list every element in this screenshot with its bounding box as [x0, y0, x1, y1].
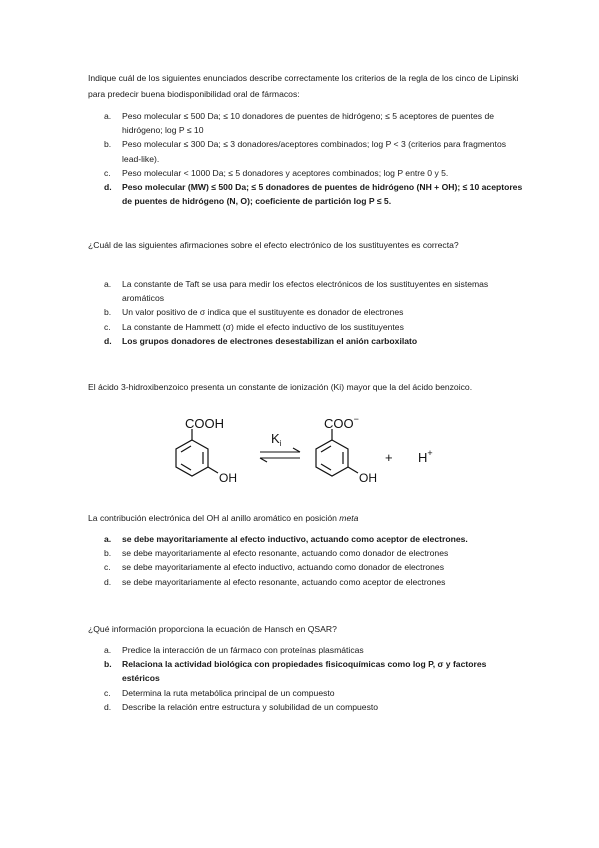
option-text: se debe mayoritariamente al efecto inductivo, actuando como aceptor de electrones. — [122, 534, 468, 544]
question-3-stem — [88, 511, 528, 527]
question-4-option-b — [104, 657, 524, 685]
question-1-stem: Indique cuál de los siguientes enunciados describe correctamente los criterios de la regla de los cinco de Lipinski para predecir buena biodisponibilidad oral de fármacos: — [88, 73, 519, 99]
option-text: Un valor positivo de σ indica que el sustituyente es donador de electrones — [122, 307, 404, 318]
option-letter: a. — [104, 111, 112, 121]
question-3-intro: El ácido 3-hidroxibenzoico presenta un constante de ionización (Ki) mayor que la del ácido benzoico. — [88, 382, 473, 392]
option-text: Peso molecular ≤ 300 Da; ≤ 3 donadores/aceptores combinados; log P < 3 (criterios para fragmentos lead-like). — [122, 139, 507, 164]
question-3-option-c — [104, 560, 524, 574]
question-2-option-c — [104, 320, 524, 334]
question-3-option-d — [104, 575, 524, 589]
constant-symbol: K — [271, 431, 280, 446]
carboxylic-acid-label: COOH — [185, 418, 224, 431]
option-letter: a. — [104, 279, 112, 289]
option-text: Peso molecular ≤ 500 Da; ≤ 10 donadores de puentes de hidrógeno; ≤ 5 aceptores de puentes de hidrógeno; log P ≤ 10 — [122, 111, 494, 136]
option-text: se debe mayoritariamente al efecto resonante, actuando como donador de electrones — [122, 548, 449, 559]
option-letter: b. — [104, 548, 112, 559]
option-letter: a. — [104, 645, 112, 655]
question-1-option-a — [104, 109, 524, 137]
option-letter: c. — [104, 687, 111, 698]
option-text: Los grupos donadores de electrones desestabilizan el anión carboxilato — [122, 335, 418, 346]
question-3-stem-text: La contribución electrónica del OH al anillo aromático en posición — [88, 513, 340, 523]
option-text: La constante de Taft se usa para medir los efectos electrónicos de los sustituyentes en sistemas aromáticos — [122, 279, 489, 304]
proton-label — [418, 448, 433, 465]
hydroxyl-label-left: OH — [219, 471, 237, 485]
question-3-option-a — [104, 532, 524, 546]
option-letter: d. — [104, 576, 112, 587]
question-4-option-c — [104, 686, 524, 700]
question-4-option-a — [104, 643, 524, 657]
option-letter: b. — [104, 659, 112, 670]
equilibrium-constant-label — [271, 431, 282, 448]
question-2-options — [104, 277, 524, 348]
option-text: se debe mayoritariamente al efecto inductivo, actuando como donador de electrones — [122, 562, 444, 573]
question-2-option-b — [104, 305, 524, 319]
proton-charge: + — [427, 448, 433, 458]
question-3-options — [104, 532, 524, 589]
option-text: Relaciona la actividad biológica con propiedades fisicoquímicas como log P, σ y factores estéricos — [122, 659, 487, 684]
question-4-options — [104, 643, 524, 714]
option-text: Peso molecular < 1000 Da; ≤ 5 donadores y aceptores combinados; log P entre 0 y 5. — [122, 167, 449, 178]
option-text: Describe la relación entre estructura y solubilidad de un compuesto — [122, 701, 379, 712]
carboxylate-label — [324, 418, 359, 431]
question-1-option-d — [104, 180, 524, 208]
carboxylate-text: COO — [324, 418, 354, 431]
option-letter: c. — [104, 562, 111, 573]
option-letter: d. — [104, 182, 112, 193]
question-3-option-b — [104, 546, 524, 560]
question-4-option-d — [104, 700, 524, 714]
option-text: La constante de Hammett (σ) mide el efecto inductivo de los sustituyentes — [122, 321, 404, 332]
question-2-stem: ¿Cuál de las siguientes afirmaciones sobre el efecto electrónico de los sustituyentes es correcta? — [88, 240, 459, 250]
hydroxyl-label-right: OH — [359, 471, 377, 485]
question-4-stem: ¿Qué información proporciona la ecuación de Hansch en QSAR? — [88, 624, 337, 634]
option-letter: c. — [104, 321, 111, 332]
option-text: Peso molecular (MW) ≤ 500 Da; ≤ 5 donadores de puentes de hidrógeno (NH + OH); ≤ 10 aceptores de puentes de hidrógeno (N, O); coeficiente de partición log P ≤ 5. — [122, 182, 523, 207]
option-letter: c. — [104, 167, 111, 178]
constant-subscript: i — [279, 439, 282, 448]
question-1-option-b — [104, 137, 524, 165]
question-1-options — [104, 109, 524, 208]
option-text: se debe mayoritariamente al efecto resonante, actuando como aceptor de electrones — [122, 576, 446, 587]
option-letter: a. — [104, 534, 112, 544]
plus-sign: + — [385, 450, 393, 465]
option-letter: b. — [104, 139, 112, 150]
question-3-stem-italic: meta — [339, 513, 359, 523]
equilibrium-arrows — [260, 448, 300, 462]
hydroxybenzoic-acid-structure — [176, 429, 218, 476]
option-letter: d. — [104, 701, 112, 712]
hydroxybenzoate-structure — [316, 429, 358, 476]
option-letter: b. — [104, 307, 112, 318]
carboxylate-charge: − — [353, 418, 359, 424]
option-letter: d. — [104, 335, 112, 346]
option-text: Predice la interacción de un fármaco con proteínas plasmáticas — [122, 645, 364, 655]
option-text: Determina la ruta metabólica principal de un compuesto — [122, 687, 335, 698]
question-2-option-a — [104, 277, 524, 305]
proton-text: H — [418, 450, 428, 465]
question-2-option-d — [104, 334, 524, 348]
question-1-option-c — [104, 166, 524, 180]
ionization-equilibrium-figure — [150, 418, 450, 504]
